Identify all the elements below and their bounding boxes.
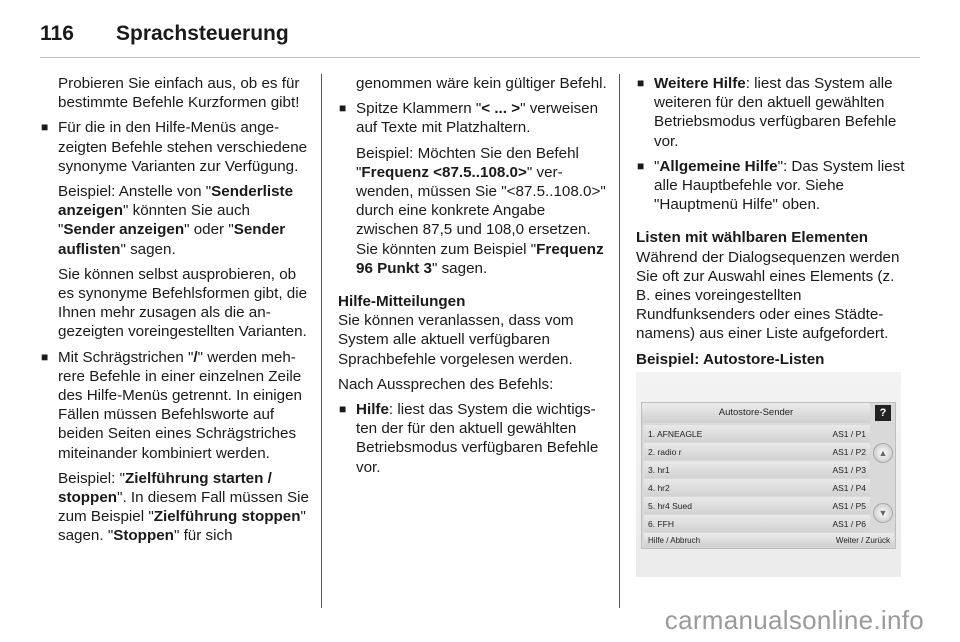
column-3	[636, 74, 906, 369]
example-heading: Beispiel: Autostore-Listen	[636, 350, 825, 368]
paragraph: Probieren Sie einfach aus, ob es für bestimmte Befehle Kurzformen gibt!	[58, 75, 300, 112]
page-number: 116	[40, 22, 74, 45]
scroll-up-icon: ▲	[873, 443, 893, 463]
station-slot: AS1 / P6	[832, 518, 866, 529]
screen-title: Autostore-Sender	[642, 403, 870, 423]
scroll-down-icon: ▼	[873, 503, 893, 523]
example-text: Beispiel: "Zielführung starten / stoppen". In diesem Fall müssen Sie zum Beispiel "Zielführung stoppen" sagen. "Stoppen" für sich	[58, 469, 309, 545]
bullet-more-help	[636, 74, 906, 151]
list-item	[644, 443, 870, 460]
example-text: Beispiel: Anstelle von "Senderliste anzeigen" könnten Sie auch "Sender anzeigen" oder "Sender auflisten" sagen.	[58, 183, 294, 258]
page-title: Sprachsteuerung	[116, 22, 289, 45]
paragraph: Während der Dialogsequenzen werden Sie oft zur Auswahl eines Elements (z. B. eines voreingestellten Rundfunksenders oder eines Städtenamens) aus einer Liste aufgefordert.	[636, 248, 900, 343]
station-name: 2. radio r	[648, 446, 682, 457]
station-list	[644, 425, 870, 533]
section-heading: Hilfe-Mitteilungen	[338, 293, 466, 311]
station-name: 1. AFNEAGLE	[648, 428, 703, 439]
watermark: carmanualsonline.info	[664, 605, 924, 635]
screen-illustration	[636, 372, 901, 577]
paragraph: genommen wäre kein gültiger Befehl.	[356, 75, 607, 92]
list-item	[644, 515, 870, 532]
bullet-text: ■ Weitere Hilfe: liest das System alle weiteren für den aktuell gewählten Betriebsmodus verfügbaren Befehle vor.	[654, 75, 897, 150]
list-item	[644, 425, 870, 442]
bullet-text: ■ Spitze Klammern "< ... >" verweisen auf Texte mit Platzhaltern.	[356, 100, 599, 137]
bullet-synonyms	[40, 118, 310, 341]
list-item	[644, 479, 870, 496]
bullet-text: ■ "Allgemeine Hilfe": Das System liest alle Hauptbefehle vor. Siehe "Hauptmenü Hilfe" oben.	[654, 157, 905, 214]
footer-left-label: Hilfe / Abbruch	[648, 535, 701, 545]
section-heading: Listen mit wählbaren Elementen	[636, 229, 869, 247]
column-divider-2	[619, 74, 620, 608]
station-slot: AS1 / P4	[832, 482, 866, 493]
bullet-text: ■ Für die in den Hilfe-Menüs angezeigten Befehle stehen verschiedene synonyme Varianten zur Verfügung.	[58, 119, 308, 175]
bullet-general-help	[636, 157, 906, 215]
autostore-screen	[641, 402, 896, 549]
bullet-text: ■ Mit Schrägstrichen "/" werden mehrere Befehle in einer einzelnen Zeile des Hilfe-Menüs getrennt. In einigen Fällen müssen Befehlsworte auf beiden Seiten eines Schrägstriches miteinander kombiniert werden.	[58, 348, 302, 462]
list-item	[644, 497, 870, 514]
paragraph: Sie können selbst ausprobieren, ob es synonyme Befehlsformen gibt, die Ihnen mehr zusagen als die angezeigten voreingestellten Varianten.	[58, 265, 308, 341]
paragraph: Sie können veranlassen, dass vom System alle aktuell verfügbaren Sprachbefehle vorgelesen werden.	[338, 312, 574, 368]
station-slot: AS1 / P1	[832, 428, 866, 439]
column-divider-1	[321, 74, 322, 608]
column-2	[338, 74, 608, 483]
example-text: Beispiel: Möchten Sie den Befehl "Frequenz <87.5..108.0>" verwenden, müssen Sie "<87.5..108.0>" durch eine konkrete Angabe zwischen 87,5 und 108,0 ersetzen. Sie könnten zum Beispiel "Frequenz 96 Punkt 3" sagen.	[356, 144, 606, 277]
station-name: 3. hr1	[648, 464, 670, 475]
list-item	[644, 461, 870, 478]
bullet-text: ■ Hilfe: liest das System die wichtigsten der für den aktuell gewählten Betriebsmodus verfügbaren Befehle vor.	[356, 401, 599, 476]
paragraph: Nach Aussprechen des Befehls:	[338, 375, 554, 393]
screen-footer	[644, 533, 894, 547]
bullet-help	[338, 400, 608, 477]
footer-right-label: Weiter / Zurück	[835, 535, 890, 545]
bullet-slashes	[40, 348, 310, 546]
station-slot: AS1 / P2	[832, 446, 866, 457]
column-1	[40, 74, 310, 552]
page-header	[40, 14, 289, 54]
station-name: 6. FFH	[648, 518, 674, 529]
station-name: 4. hr2	[648, 482, 670, 493]
header-divider	[40, 57, 920, 58]
station-slot: AS1 / P5	[832, 500, 866, 511]
help-icon: ?	[875, 405, 891, 421]
station-slot: AS1 / P3	[832, 464, 866, 475]
bullet-angle-brackets	[338, 99, 608, 278]
station-name: 5. hr4 Sued	[648, 500, 692, 511]
